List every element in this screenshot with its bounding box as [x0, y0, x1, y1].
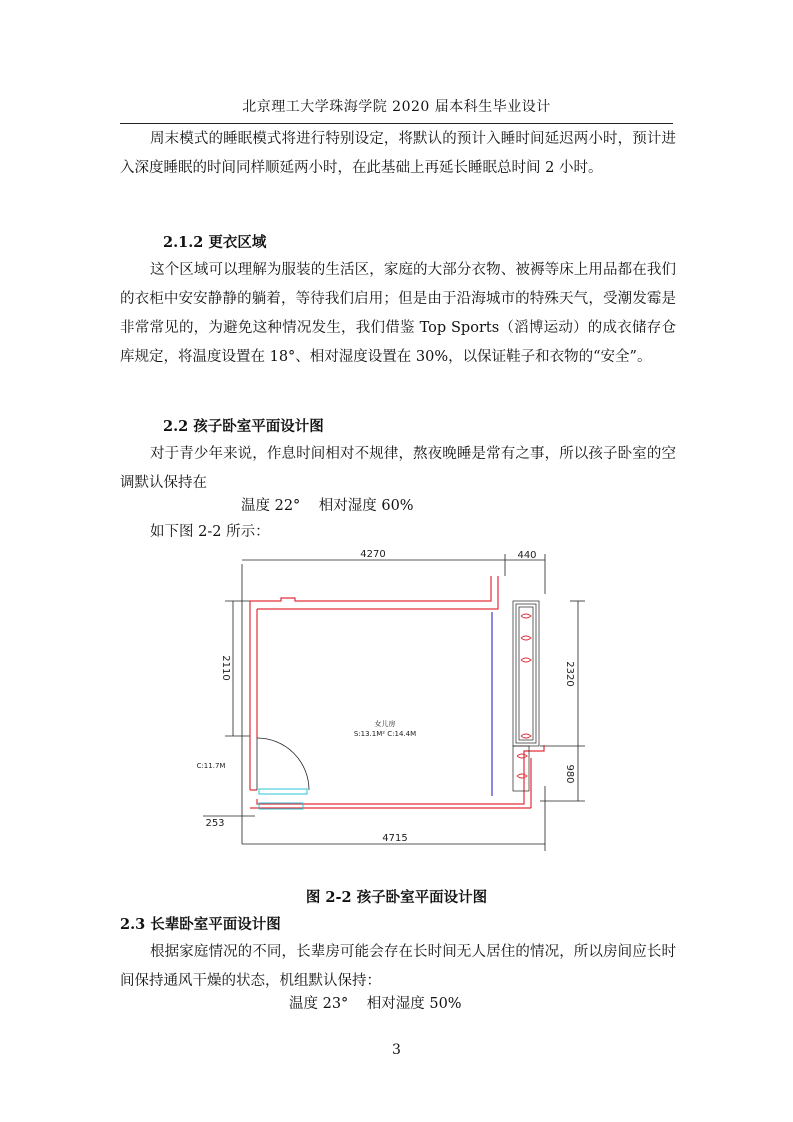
child-room-setting: 温度 22° 相对湿度 60% — [241, 498, 414, 514]
section-heading-2-3: 2.3 长辈卧室平面设计图 — [120, 916, 281, 933]
dim-right: 2320 — [564, 661, 575, 687]
dim-top-right: 440 — [517, 550, 537, 561]
paragraph-wardrobe: 这个区域可以理解为服装的生活区，家庭的大部分衣物、被褥等床上用品都在我们的衣柜中安安静静的躺着，等待我们启用；但是由于沿海城市的特殊天气，受潮发霉是非常常见的，为避免这种情况发生，我们借鉴 Top Sports（滔博运动）的成衣储存仓库规定，将温度设置在 18°、相对湿度设置在 30%，以保证鞋子和衣物的“安全”。 — [120, 262, 676, 365]
section-heading-2-1-2: 2.1.2 更衣区域 — [163, 234, 267, 251]
page-header: 北京理工大学珠海学院 2020 届本科生毕业设计 — [242, 99, 551, 115]
page-number: 3 — [392, 1042, 401, 1058]
header-rule — [120, 123, 673, 124]
sliding-glass — [259, 789, 307, 809]
paragraph-child-room: 对于青少年来说，作息时间相对不规律，熬夜晚睡是常有之事，所以孩子卧室的空调默认保持在 — [120, 446, 676, 491]
figure-caption: 图 2-2 孩子卧室平面设计图 — [305, 889, 488, 906]
red-walls — [250, 576, 544, 808]
figure-reference: 如下图 2-2 所示： — [150, 524, 270, 540]
paragraph-elder-room: 根据家庭情况的不同，长辈房可能会存在长时间无人居住的情况，所以房间应长时间保持通风干燥的状态，机组默认保持： — [120, 944, 676, 989]
dim-top: 4270 — [360, 549, 386, 560]
door-label: C:11.7M — [196, 762, 226, 770]
child-bedroom-floor-plan — [195, 546, 595, 851]
room-name: 女儿房 — [374, 720, 396, 728]
dim-bottom-left: 253 — [205, 818, 225, 829]
dim-left: 2110 — [220, 655, 231, 681]
paragraph-weekend-mode: 周末模式的睡眠模式将进行特别设定，将默认的预计入睡时间延迟两小时，预计进入深度睡眠的时间同样顺延两小时，在此基础上再延长睡眠总时间 2 小时。 — [120, 131, 676, 176]
dim-bottom: 4715 — [382, 833, 408, 844]
room-area: S:13.1M² C:14.4M — [353, 730, 417, 738]
section-heading-2-2: 2.2 孩子卧室平面设计图 — [163, 418, 324, 435]
wardrobe — [513, 601, 539, 791]
door-swing — [257, 738, 309, 790]
elder-room-setting: 温度 23° 相对湿度 50% — [289, 996, 462, 1012]
dim-right-low: 980 — [564, 764, 575, 784]
dimension-lines — [203, 554, 585, 851]
